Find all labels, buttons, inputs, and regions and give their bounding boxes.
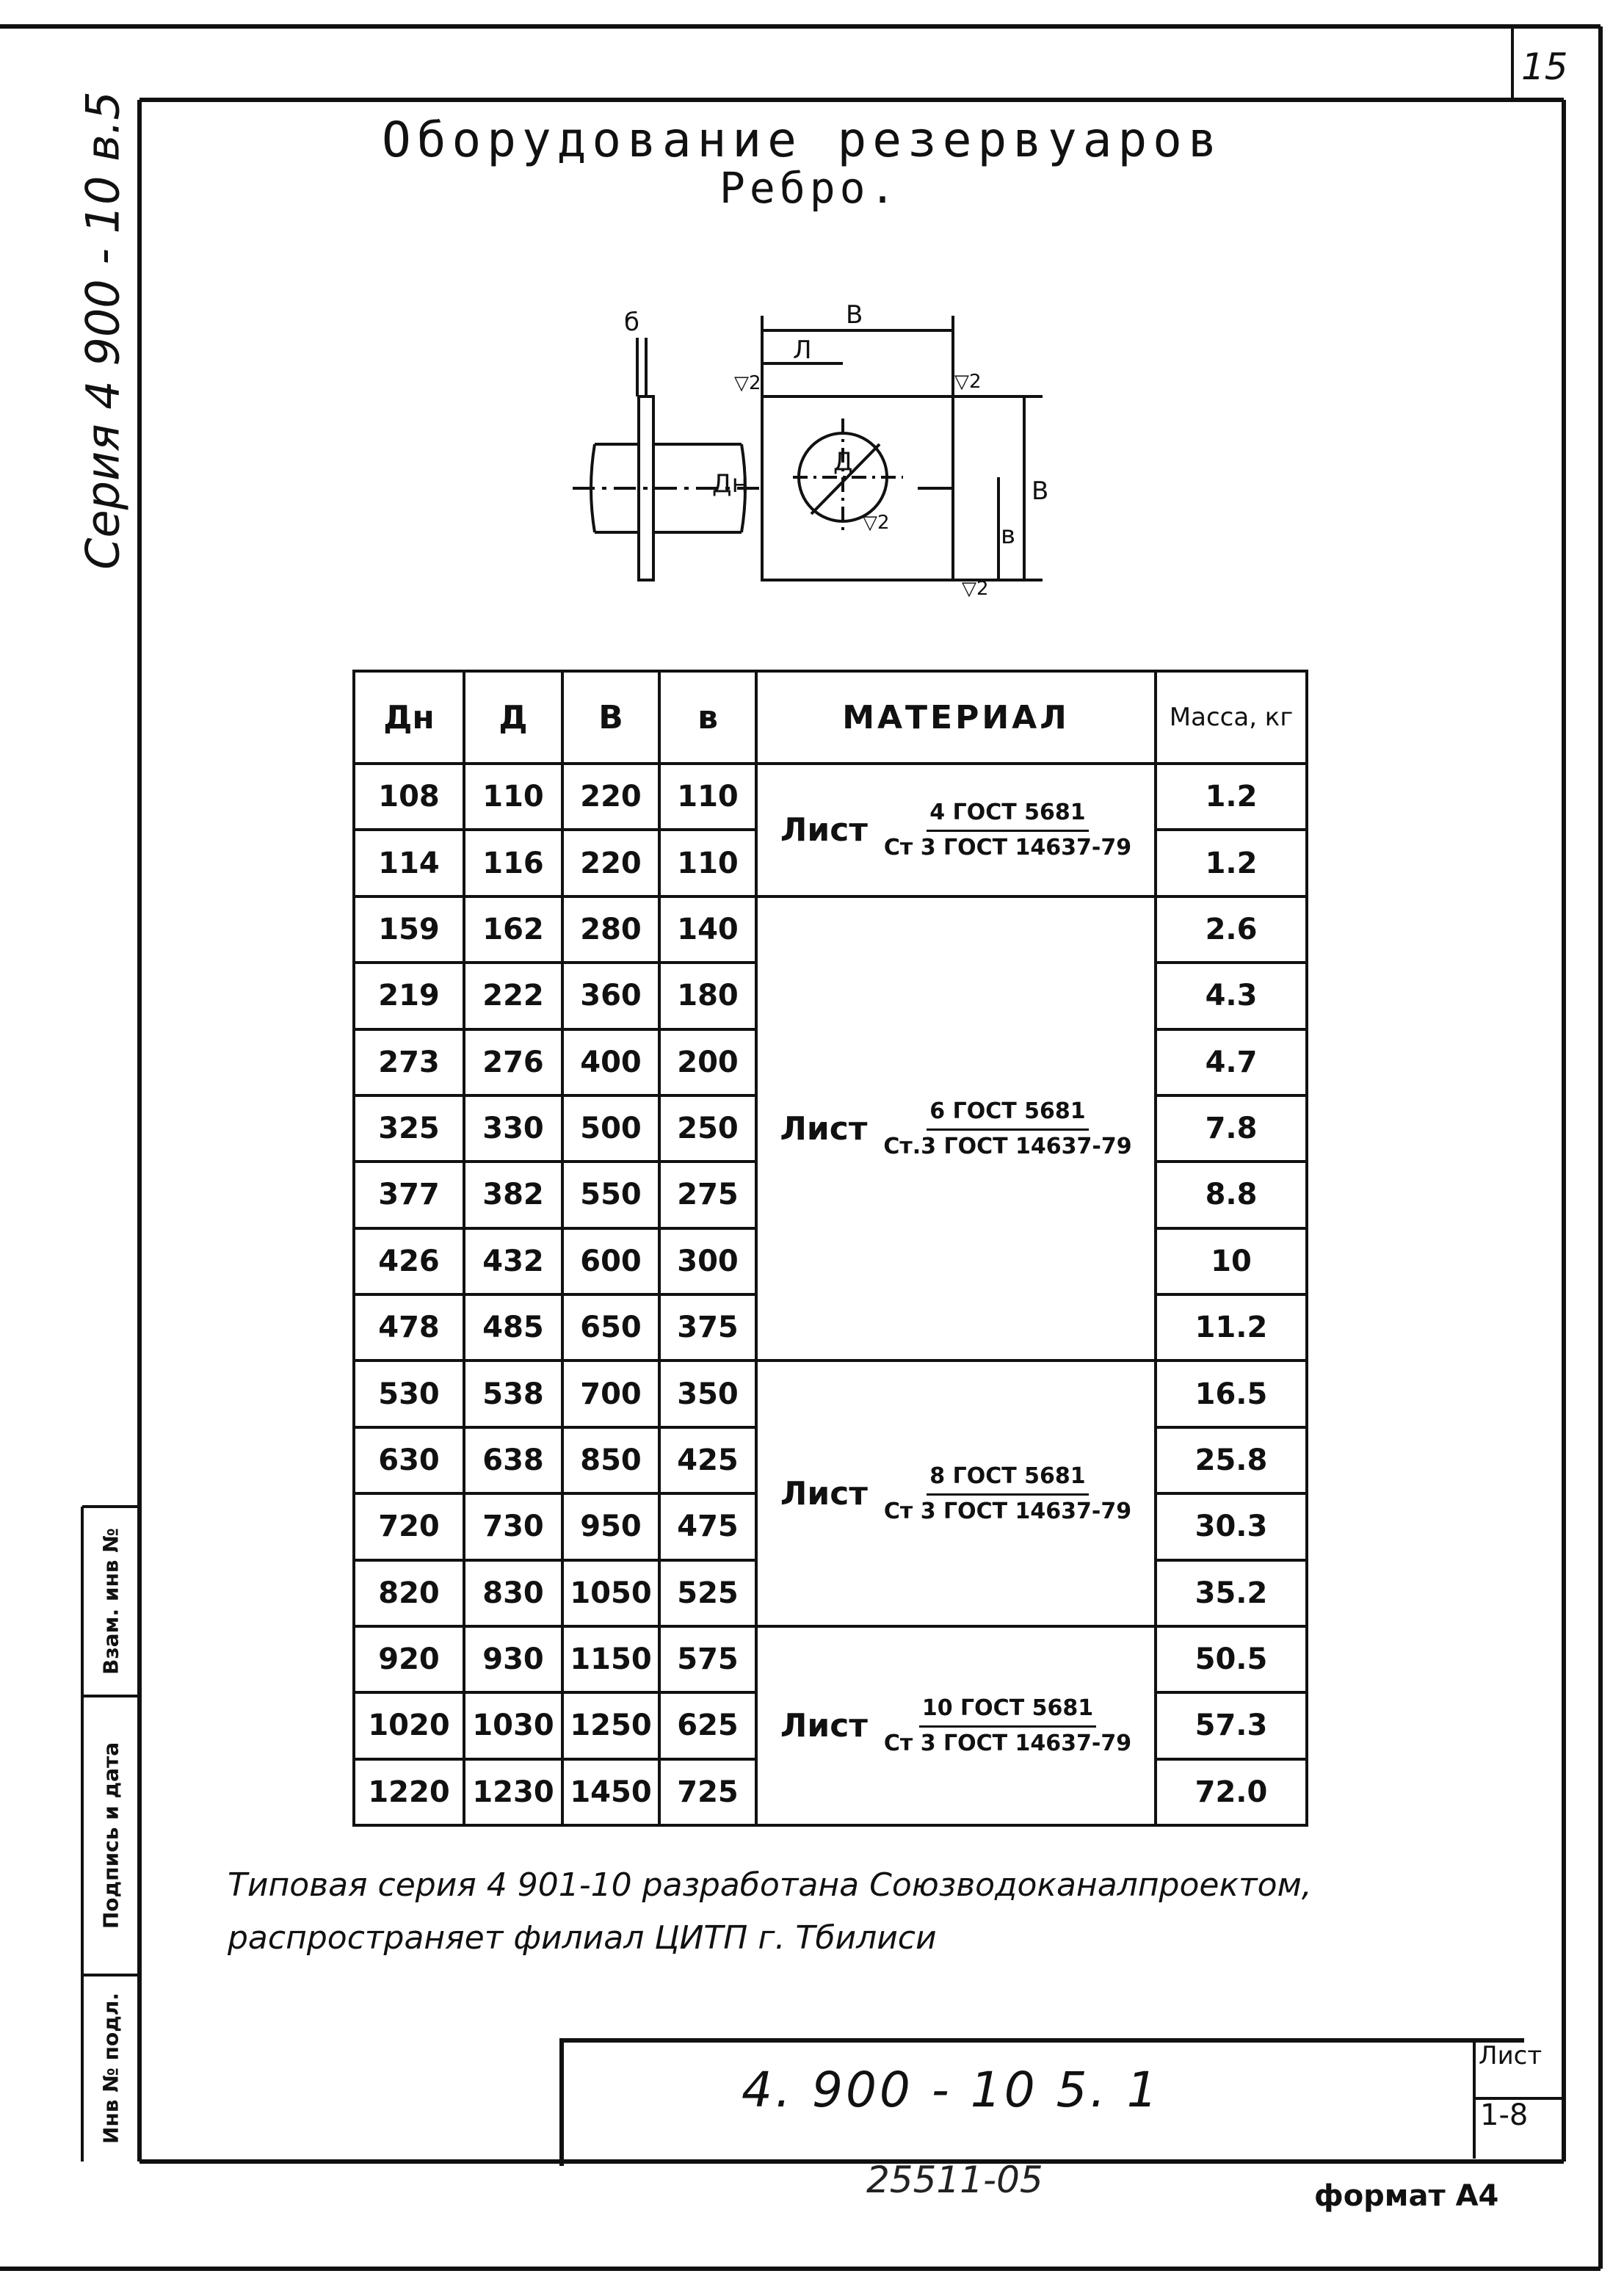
cell-mass: 10 xyxy=(1156,1228,1307,1294)
cell-b-big: 600 xyxy=(562,1228,659,1294)
material-thickness-std: 6 ГОСТ 5681 xyxy=(927,1098,1088,1131)
cell-mass: 1.2 xyxy=(1156,830,1307,896)
cell-mass: 1.2 xyxy=(1156,764,1307,830)
cell-dn: 1020 xyxy=(354,1692,464,1758)
cell-dn: 820 xyxy=(354,1560,464,1626)
page-subtitle: Ребро. xyxy=(719,163,900,213)
cell-dn: 630 xyxy=(354,1427,464,1493)
side-inv-orig xyxy=(84,1975,138,2162)
label-B-side: В xyxy=(1032,477,1049,506)
cell-b-big: 500 xyxy=(562,1095,659,1162)
cell-dn: 478 xyxy=(354,1294,464,1360)
label-weld-4: ▽2 xyxy=(962,578,989,600)
material-sheet-word: Лист xyxy=(780,1706,868,1744)
cell-b-big: 360 xyxy=(562,963,659,1029)
cell-d: 330 xyxy=(464,1095,562,1162)
table-row xyxy=(354,1360,1307,1427)
rib-drawing xyxy=(573,294,1072,609)
material-sheet-word: Лист xyxy=(780,1474,868,1512)
sheet-value: 1-8 xyxy=(1480,2098,1529,2132)
cell-dn: 273 xyxy=(354,1029,464,1095)
cell-d: 276 xyxy=(464,1029,562,1095)
cell-b-big: 950 xyxy=(562,1493,659,1559)
cell-b-big: 220 xyxy=(562,764,659,830)
cell-b-big: 850 xyxy=(562,1427,659,1493)
cell-b-small: 350 xyxy=(659,1360,756,1427)
material-steel-std: Ст 3 ГОСТ 14637-79 xyxy=(883,834,1132,860)
cell-d: 638 xyxy=(464,1427,562,1493)
col-header-b-small: в xyxy=(659,671,756,764)
label-D: Д xyxy=(833,447,853,477)
cell-b-small: 425 xyxy=(659,1427,756,1493)
cell-b-big: 1250 xyxy=(562,1692,659,1758)
page-number: 15 xyxy=(1521,46,1568,88)
cell-d: 730 xyxy=(464,1493,562,1559)
label-b: в xyxy=(1001,521,1016,550)
side-replace-inv xyxy=(84,1507,138,1696)
material-sheet-word: Лист xyxy=(780,811,868,849)
material-fraction xyxy=(884,1695,1131,1756)
cell-mass: 4.7 xyxy=(1156,1029,1307,1095)
cell-b-small: 575 xyxy=(659,1626,756,1692)
col-header-mass: Масса, кг xyxy=(1156,671,1307,764)
label-weld-3: ▽2 xyxy=(863,512,890,534)
cell-material xyxy=(756,764,1156,896)
series-label-text: Серия 4 900 - 10 в.5 xyxy=(76,91,130,570)
label-B: В xyxy=(846,300,863,330)
cell-d: 538 xyxy=(464,1360,562,1427)
footnote xyxy=(228,1859,1312,1965)
label-weld-1: ▽2 xyxy=(734,372,761,394)
cell-material xyxy=(756,1626,1156,1825)
side-replace-inv-text: Взам. инв № xyxy=(98,1528,123,1675)
cell-b-big: 1450 xyxy=(562,1759,659,1825)
cell-b-small: 475 xyxy=(659,1493,756,1559)
cell-b-big: 400 xyxy=(562,1029,659,1095)
table-row xyxy=(354,896,1307,963)
col-header-b-big: В xyxy=(562,671,659,764)
cell-d: 382 xyxy=(464,1162,562,1228)
cell-mass: 30.3 xyxy=(1156,1493,1307,1559)
cell-d: 930 xyxy=(464,1626,562,1692)
cell-dn: 426 xyxy=(354,1228,464,1294)
material-thickness-std: 8 ГОСТ 5681 xyxy=(927,1463,1088,1496)
material-spec xyxy=(758,1463,1154,1524)
cell-b-small: 140 xyxy=(659,896,756,963)
material-sheet-word: Лист xyxy=(780,1109,868,1148)
cell-d: 162 xyxy=(464,896,562,963)
material-fraction xyxy=(884,1463,1131,1524)
cell-b-big: 550 xyxy=(562,1162,659,1228)
cell-mass: 35.2 xyxy=(1156,1560,1307,1626)
cell-d: 1030 xyxy=(464,1692,562,1758)
cell-dn: 377 xyxy=(354,1162,464,1228)
footnote-line-1: Типовая серия 4 901-10 разработана Союзводоканалпроектом, xyxy=(228,1866,1312,1904)
cell-b-small: 180 xyxy=(659,963,756,1029)
table-header-row xyxy=(354,671,1307,764)
cell-b-small: 300 xyxy=(659,1228,756,1294)
cell-b-big: 1150 xyxy=(562,1626,659,1692)
material-spec xyxy=(758,1695,1154,1756)
cell-b-small: 250 xyxy=(659,1095,756,1162)
col-header-d: Д xyxy=(464,671,562,764)
cell-d: 432 xyxy=(464,1228,562,1294)
cell-material xyxy=(756,1360,1156,1626)
cell-mass: 8.8 xyxy=(1156,1162,1307,1228)
material-fraction xyxy=(883,1098,1131,1159)
cell-dn: 219 xyxy=(354,963,464,1029)
document-code: 4. 900 - 10 5. 1 xyxy=(742,2062,1161,2118)
material-steel-std: Ст.3 ГОСТ 14637-79 xyxy=(883,1133,1132,1159)
cell-d: 222 xyxy=(464,963,562,1029)
cell-d: 1230 xyxy=(464,1759,562,1825)
cell-dn: 1220 xyxy=(354,1759,464,1825)
cell-mass: 7.8 xyxy=(1156,1095,1307,1162)
label-L: Л xyxy=(793,336,812,365)
material-thickness-std: 10 ГОСТ 5681 xyxy=(919,1695,1096,1728)
cell-b-small: 110 xyxy=(659,830,756,896)
cell-d: 485 xyxy=(464,1294,562,1360)
cell-mass: 11.2 xyxy=(1156,1294,1307,1360)
col-header-dn: Дн xyxy=(354,671,464,764)
cell-b-small: 525 xyxy=(659,1560,756,1626)
spec-table xyxy=(352,670,1308,1827)
cell-dn: 720 xyxy=(354,1493,464,1559)
material-spec xyxy=(758,800,1154,860)
cell-mass: 57.3 xyxy=(1156,1692,1307,1758)
cell-b-big: 280 xyxy=(562,896,659,963)
sheet-label: Лист xyxy=(1479,2041,1543,2070)
cell-dn: 108 xyxy=(354,764,464,830)
cell-mass: 2.6 xyxy=(1156,896,1307,963)
cell-b-small: 200 xyxy=(659,1029,756,1095)
cell-b-big: 220 xyxy=(562,830,659,896)
cell-b-big: 700 xyxy=(562,1360,659,1427)
cell-dn: 920 xyxy=(354,1626,464,1692)
cell-d: 116 xyxy=(464,830,562,896)
material-steel-std: Ст 3 ГОСТ 14637-79 xyxy=(883,1498,1132,1524)
cell-b-big: 650 xyxy=(562,1294,659,1360)
cell-mass: 50.5 xyxy=(1156,1626,1307,1692)
cell-b-small: 110 xyxy=(659,764,756,830)
cell-dn: 530 xyxy=(354,1360,464,1427)
cell-b-small: 725 xyxy=(659,1759,756,1825)
cell-d: 830 xyxy=(464,1560,562,1626)
table-row xyxy=(354,1626,1307,1692)
label-weld-2: ▽2 xyxy=(954,371,982,393)
table-body xyxy=(354,764,1307,1825)
format-label: формат А4 xyxy=(1314,2179,1499,2213)
col-header-material: МАТЕРИАЛ xyxy=(756,671,1156,764)
side-inv-orig-text: Инв № подл. xyxy=(98,1992,123,2145)
material-thickness-std: 4 ГОСТ 5681 xyxy=(927,800,1088,832)
inventory-number: 25511-05 xyxy=(866,2159,1043,2201)
cell-material xyxy=(756,896,1156,1361)
cell-b-small: 625 xyxy=(659,1692,756,1758)
side-sign-date xyxy=(84,1696,138,1975)
footnote-line-2: распространяет филиал ЦИТП г. Тбилиси xyxy=(228,1919,937,1957)
label-s: б xyxy=(624,308,639,337)
table-row xyxy=(354,764,1307,830)
material-spec xyxy=(758,1098,1154,1159)
cell-mass: 25.8 xyxy=(1156,1427,1307,1493)
label-Dn: Дн xyxy=(712,469,748,499)
material-steel-std: Ст 3 ГОСТ 14637-79 xyxy=(883,1730,1132,1756)
side-sign-date-text: Подпись и дата xyxy=(98,1742,123,1930)
cell-mass: 16.5 xyxy=(1156,1360,1307,1427)
cell-dn: 114 xyxy=(354,830,464,896)
cell-b-small: 275 xyxy=(659,1162,756,1228)
cell-mass: 4.3 xyxy=(1156,963,1307,1029)
cell-dn: 325 xyxy=(354,1095,464,1162)
cell-b-small: 375 xyxy=(659,1294,756,1360)
cell-d: 110 xyxy=(464,764,562,830)
page-title: Оборудование резервуаров xyxy=(382,112,1223,168)
cell-mass: 72.0 xyxy=(1156,1759,1307,1825)
cell-dn: 159 xyxy=(354,896,464,963)
cell-b-big: 1050 xyxy=(562,1560,659,1626)
material-fraction xyxy=(884,800,1131,860)
series-label xyxy=(73,91,132,570)
